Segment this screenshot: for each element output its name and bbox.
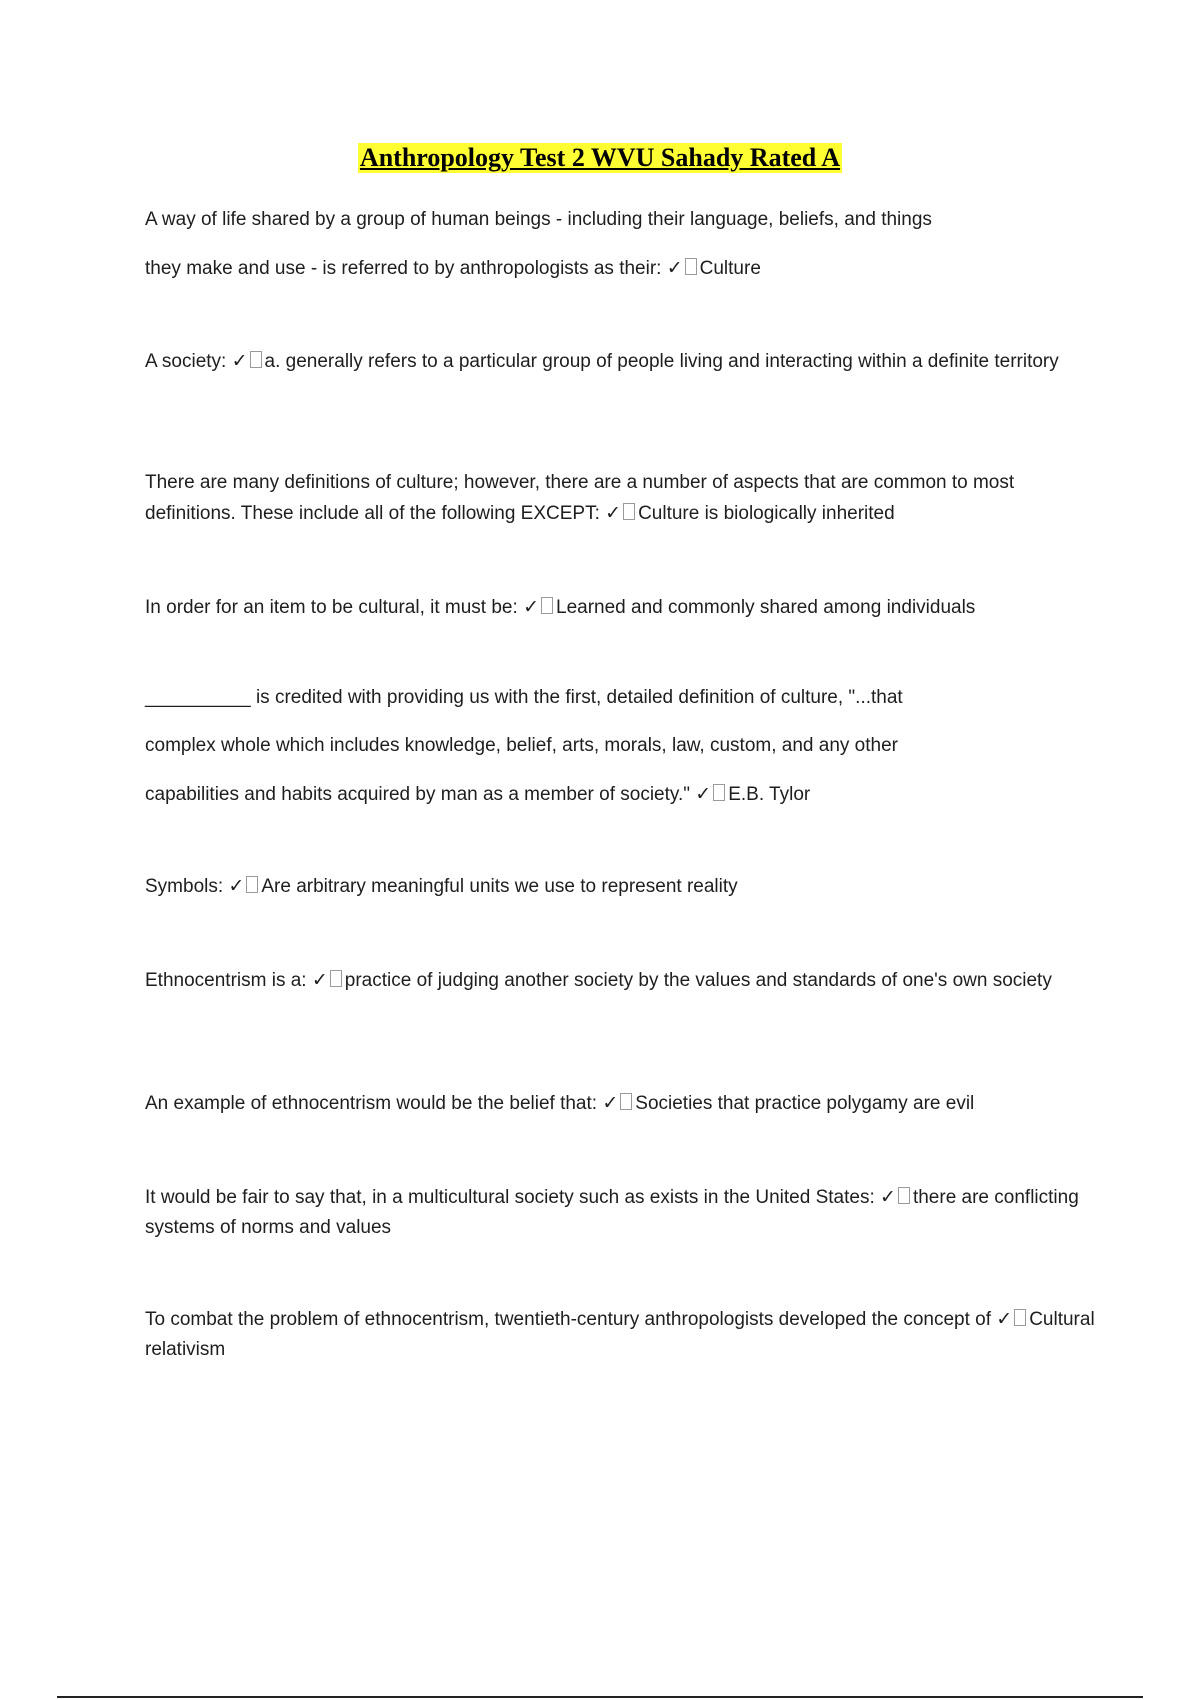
- check-icon: ✓: [231, 350, 248, 372]
- question-text: An example of ethnocentrism would be the belief that:: [145, 1093, 598, 1114]
- check-icon: ✓: [695, 783, 712, 805]
- question-text: capabilities and habits acquired by man as a member of society.": [145, 784, 691, 805]
- empty-box-icon: [246, 876, 258, 893]
- answer-text: E.B. Tylor: [728, 784, 811, 805]
- qa-item-9: [145, 1182, 1095, 1243]
- empty-box-icon: [685, 258, 697, 275]
- empty-box-icon: [713, 784, 725, 801]
- empty-box-icon: [541, 597, 553, 614]
- qa-item-5: [145, 674, 1095, 819]
- question-line: __________ is credited with providing us with the first, detailed definition of culture, "...that: [145, 687, 903, 708]
- question-text: It would be fair to say that, in a multicultural society such as exists in the United States:: [145, 1187, 875, 1208]
- title-container: [0, 143, 1200, 173]
- question-text: To combat the problem of ethnocentrism, twentieth-century anthropologists developed the concept of: [145, 1309, 991, 1330]
- document-title: Anthropology Test 2 WVU Sahady Rated A: [359, 143, 841, 172]
- qa-item-8: [145, 1088, 1095, 1119]
- check-icon: ✓: [602, 1092, 619, 1114]
- answer-text: Culture: [699, 258, 761, 279]
- footer-rule: [57, 1696, 1143, 1698]
- question-text: they make and use - is referred to by anthropologists as their:: [145, 258, 662, 279]
- qa-item-3: [145, 468, 1095, 529]
- answer-text: Culture is biologically inherited: [638, 503, 895, 524]
- check-icon: ✓: [666, 257, 683, 279]
- check-icon: ✓: [605, 502, 622, 524]
- answer-text: Are arbitrary meaningful units we use to represent reality: [261, 876, 738, 897]
- question-line: complex whole which includes knowledge, belief, arts, morals, law, custom, and any other: [145, 735, 898, 756]
- empty-box-icon: [898, 1187, 910, 1204]
- qa-item-1: [145, 196, 1095, 293]
- question-text: In order for an item to be cultural, it must be:: [145, 597, 518, 618]
- question-text: A society:: [145, 351, 227, 372]
- qa-item-2: [145, 346, 1095, 377]
- question-answer-line: [145, 244, 1095, 293]
- question-text: Symbols:: [145, 876, 224, 897]
- answer-text: Societies that practice polygamy are evil: [635, 1093, 975, 1114]
- check-icon: ✓: [311, 969, 328, 991]
- check-icon: ✓: [880, 1186, 896, 1208]
- question-text: There are many definitions of culture; however, there are a number of aspects that are common to most definitions. These include all of the following EXCEPT:: [145, 472, 1015, 524]
- qa-item-10: [145, 1304, 1095, 1365]
- answer-text: Cultural relativism: [145, 1309, 1095, 1360]
- empty-box-icon: [330, 970, 342, 987]
- qa-item-6: [145, 871, 1095, 902]
- question-line: A way of life shared by a group of human beings - including their language, beliefs, and things: [145, 209, 932, 230]
- answer-text: Learned and commonly shared among individuals: [556, 597, 976, 618]
- check-icon: ✓: [996, 1308, 1013, 1330]
- answer-text: practice of judging another society by the values and standards of one's own society: [344, 970, 1052, 991]
- qa-item-4: [145, 592, 1095, 623]
- empty-box-icon: [623, 503, 635, 520]
- empty-box-icon: [250, 351, 262, 368]
- answer-text: there are conflicting systems of norms and values: [145, 1187, 1079, 1238]
- check-icon: ✓: [228, 875, 245, 897]
- check-icon: ✓: [523, 596, 539, 618]
- qa-item-7: [145, 965, 1095, 996]
- empty-box-icon: [620, 1093, 632, 1110]
- question-text: Ethnocentrism is a:: [145, 970, 307, 991]
- question-answer-line: [145, 770, 1095, 819]
- empty-box-icon: [1014, 1309, 1026, 1326]
- answer-text: a. generally refers to a particular group of people living and interacting within a definite territory: [264, 351, 1059, 372]
